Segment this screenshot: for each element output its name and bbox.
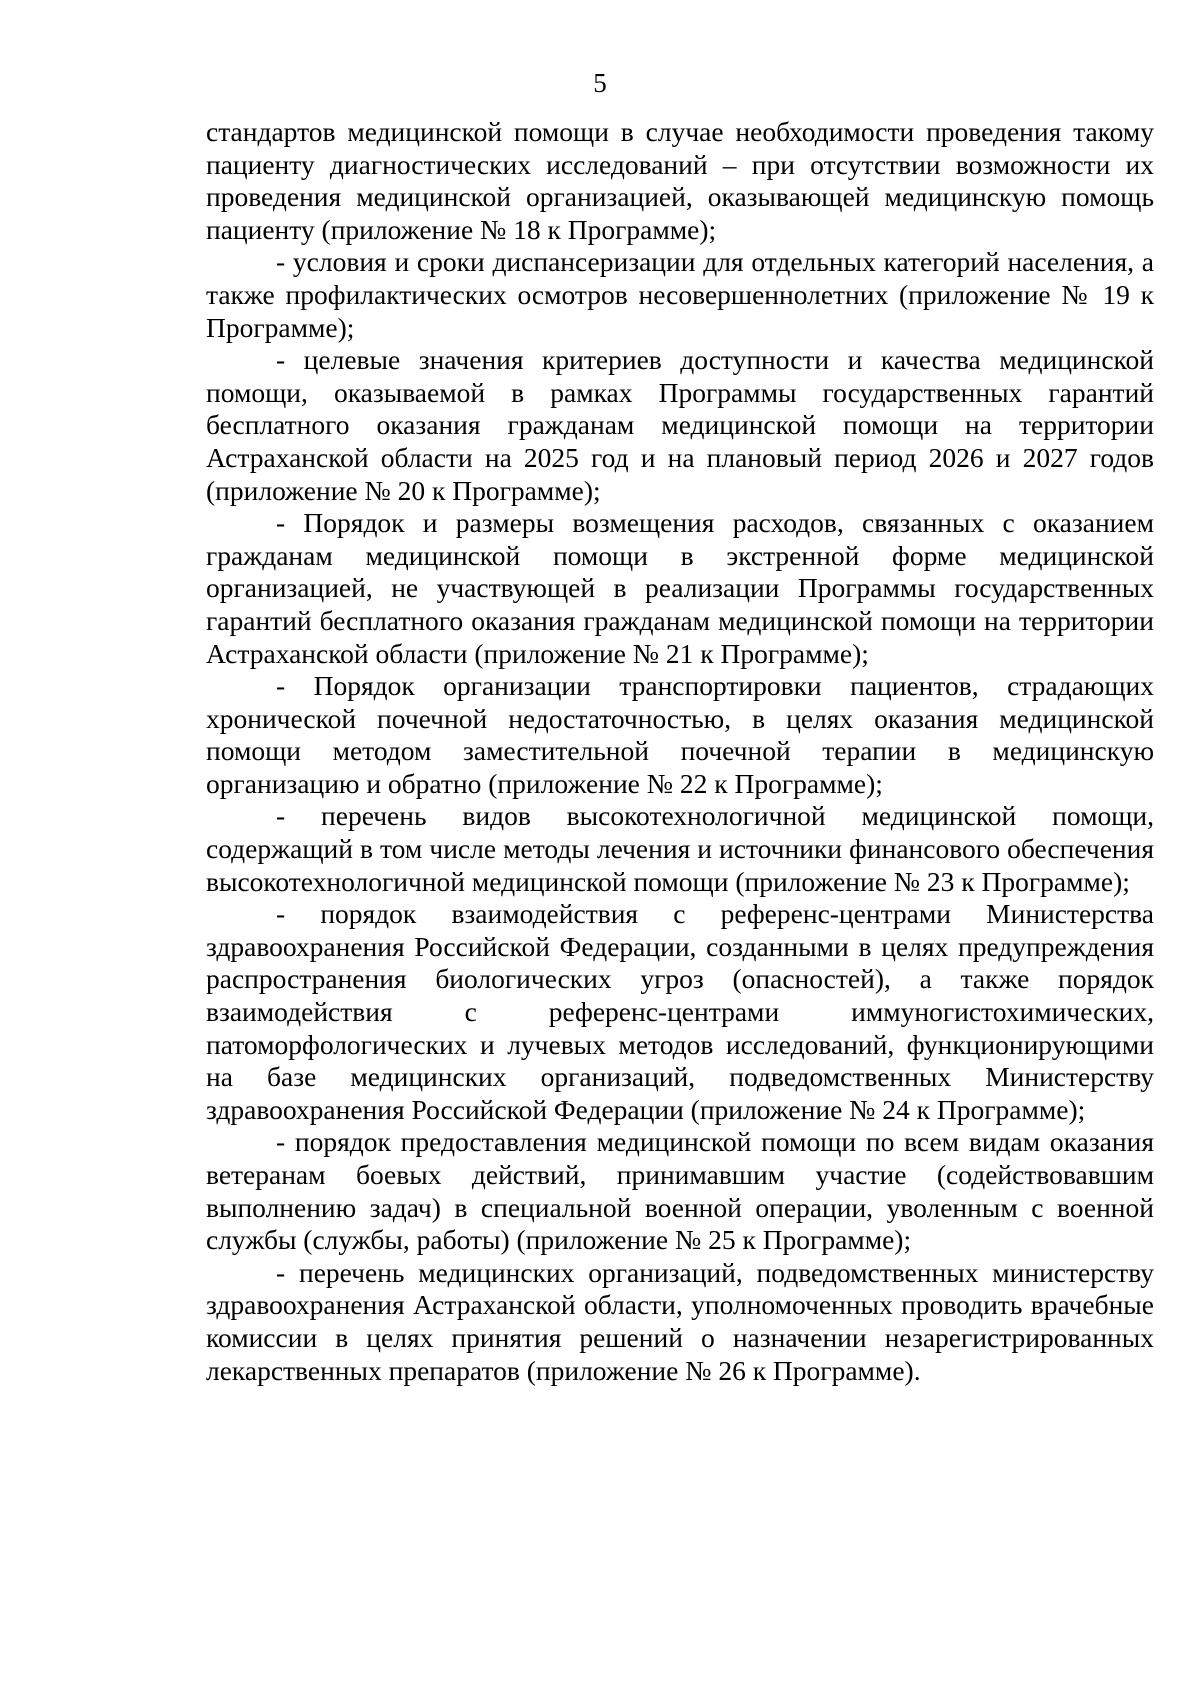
- paragraph-list-item: - порядок предоставления медицинской помощи по всем видам оказания ветеранам боевых действий, принимавшим участие (содействовавшим выполнению задач) в специальной военной операции, уволенным с военной службы (службы, работы) (приложение № 25 к Программе);: [206, 1126, 1154, 1256]
- paragraph-list-item: - перечень видов высокотехнологичной медицинской помощи, содержащий в том числе методы лечения и источники финансового обеспечения высокотехнологичной медицинской помощи (приложение № 23 к Программе);: [206, 800, 1154, 897]
- paragraph-list-item: - порядок взаимодействия с референс-центрами Министерства здравоохранения Российской Федерации, созданными в целях предупреждения распространения биологических угроз (опасностей), а также порядок взаимодействия с референс-центрами иммуногистохимических, патоморфологических и лучевых методов исследований, функционирующими на базе медицинских организаций, подведомственных Министерству здравоохранения Российской Федерации (приложение № 24 к Программе);: [206, 898, 1154, 1125]
- paragraph-list-item: - целевые значения критериев доступности и качества медицинской помощи, оказываемой в рамках Программы государственных гарантий бесплатного оказания гражданам медицинской помощи на территории Астраханской области на 2025 год и на плановый период 2026 и 2027 годов (приложение № 20 к Программе);: [206, 344, 1154, 506]
- paragraph-list-item: - Порядок организации транспортировки пациентов, страдающих хронической почечной недостаточностью, в целях оказания медицинской помощи методом заместительной почечной терапии в медицинскую организацию и обратно (приложение № 22 к Программе);: [206, 670, 1154, 799]
- document-body: [206, 116, 1154, 1387]
- paragraph-continuation: стандартов медицинской помощи в случае необходимости проведения такому пациенту диагностических исследований – при отсутствии возможности их проведения медицинской организацией, оказывающей медицинскую помощь пациенту (приложение № 18 к Программе);: [206, 116, 1154, 245]
- page-number: 5: [593, 68, 607, 98]
- paragraph-list-item: - перечень медицинских организаций, подведомственных министерству здравоохранения Астраханской области, уполномоченных проводить врачебные комиссии в целях принятия решений о назначении незарегистрированных лекарственных препаратов (приложение № 26 к Программе).: [206, 1256, 1154, 1386]
- paragraph-list-item: - условия и сроки диспансеризации для отдельных категорий населения, а также профилактических осмотров несовершеннолетних (приложение № 19 к Программе);: [206, 246, 1154, 343]
- paragraph-list-item: - Порядок и размеры возмещения расходов, связанных с оказанием гражданам медицинской помощи в экстренной форме медицинской организацией, не участвующей в реализации Программы государственных гарантий бесплатного оказания гражданам медицинской помощи на территории Астраханской области (приложение № 21 к Программе);: [206, 507, 1154, 669]
